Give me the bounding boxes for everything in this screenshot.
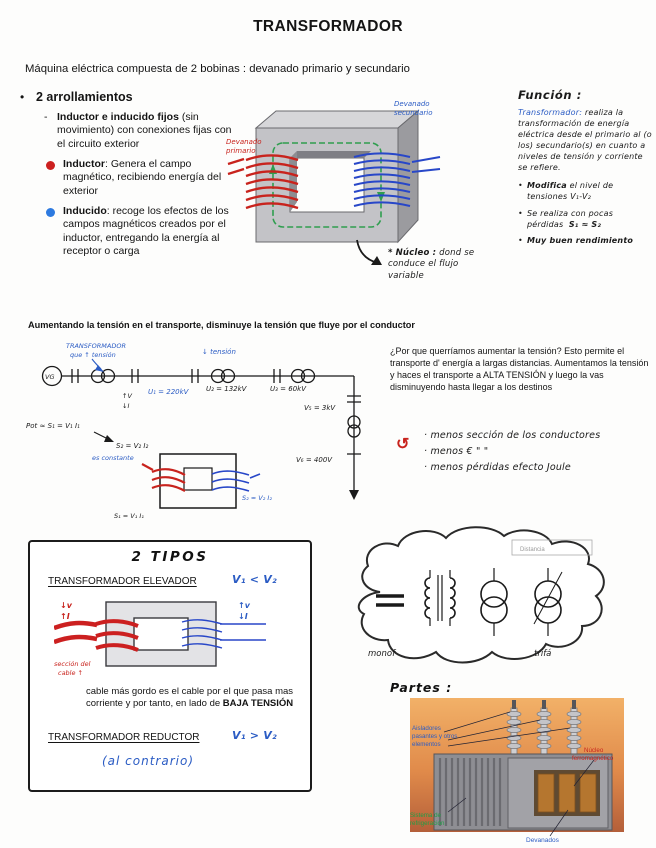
nucleo-star: * — [388, 248, 393, 258]
list-item-fijos — [44, 111, 240, 151]
modifica-rest: el nivel de tensiones V₁-V₂ — [527, 181, 614, 201]
item2-bold: Inductor — [63, 157, 105, 170]
load-arrow — [349, 490, 359, 500]
item1-bold: Inductor e inducido fijos — [57, 111, 179, 123]
constante-note: es constante — [92, 454, 134, 462]
blue-bullet-icon — [46, 208, 55, 217]
s2-formula: S₂ = V₂ I₂ — [116, 442, 149, 450]
nucleo-title: Núcleo : — [395, 248, 437, 258]
red-bullet-icon — [46, 161, 55, 170]
blue-arrow-note: ↓I — [238, 612, 248, 621]
notes-marker-icon: ↺ — [396, 436, 410, 453]
funcion-definition-text: realiza la transformación de energía eléctrica desde el primario al (o los) secundario(s) en cuanto a niveles de tensión y corriente se refiere. — [518, 108, 652, 173]
legend-label: Distancia — [520, 547, 545, 553]
red-arrow-note: ↑I — [60, 612, 70, 621]
rendimiento-text: Muy buen rendimiento — [527, 236, 634, 246]
contrario-note: (al contrario) — [102, 754, 195, 768]
cable-bold: BAJA TENSIÓN — [222, 698, 294, 710]
porque-paragraph: ¿Por que querríamos aumentar la tensión? Esto permite el transporte d' energía a largas distancias. Aumentamos la tensión y haces el transporte a ALTA TENSIÓN y luego la vas disminuyendo hasta llegar a los destinos — [390, 346, 649, 392]
tipos-heading: 2 TIPOS — [131, 549, 209, 565]
funcion-term: Transformador: — [518, 108, 583, 117]
funcion-bullet-dot: • — [518, 236, 523, 246]
funcion-bullet-perdidas — [518, 209, 652, 231]
nucleo-label: Núcleo — [584, 747, 604, 754]
funcion-bullet-rendimiento — [518, 236, 652, 247]
s1-box-label: S₁ = V₁ I₁ — [114, 512, 144, 520]
s2-pointer — [94, 432, 114, 442]
seccion-note: cable ↑ — [58, 669, 84, 677]
funcion-section — [518, 88, 652, 247]
advantage-note: · menos sección de los conductores — [424, 430, 601, 441]
secondary-label: secundario — [394, 109, 433, 117]
primary-label: Devanado — [226, 138, 262, 146]
funcion-bullet-modifica — [518, 181, 652, 203]
subtitle: Máquina eléctrica compuesta de 2 bobinas : devanado primario y secundario — [25, 63, 410, 75]
cable-explanation — [86, 686, 298, 711]
transmission-diagram — [22, 336, 390, 532]
cable-text: cable más gordo es el cable por el que pasa mas corriente y por tanto, en lado de — [86, 686, 294, 710]
item2-rest: : Genera el campo magnético, recibiendo energía del exterior — [63, 157, 222, 197]
aisladores-label: pasantes y otros — [412, 733, 458, 740]
core-body — [256, 111, 418, 242]
primary-label: primario — [226, 147, 256, 155]
refrigeracion-label: refrigeración — [410, 820, 445, 827]
stepup-label: que ↑ tensión — [70, 351, 116, 359]
aisladores-label: Aisladores — [412, 725, 441, 732]
list-dash: - — [44, 111, 48, 123]
winding-window — [534, 770, 600, 816]
refrigeracion-label: Sistema de — [410, 812, 441, 819]
nucleo-note — [388, 248, 486, 282]
secondary-label: Devanado — [394, 100, 430, 108]
elevador-sketch — [54, 594, 266, 680]
modifica-bold: Modifica — [527, 181, 567, 191]
item3-rest: : recoge los efectos de los campos magnéticos creados por el inductor, entregando la energía al receptor o carga — [63, 204, 229, 257]
arrollamientos-section — [20, 90, 240, 258]
elevador-title: TRANSFORMADOR ELEVADOR — [48, 576, 197, 587]
u2-label: U₂ = 132kV — [206, 385, 247, 393]
reductor-title: TRANSFORMADOR REDUCTOR — [48, 732, 200, 743]
perdidas-text: Se realiza con pocas pérdidas — [527, 208, 614, 229]
transformer-parts-figure — [396, 698, 630, 846]
list-item-inducido — [46, 205, 240, 258]
list-item-text — [57, 111, 237, 151]
funcion-bullet-text — [527, 209, 652, 231]
devanados-label: Devanados — [526, 837, 559, 844]
list-bullet: • — [20, 90, 25, 104]
red-arrow-note: ↓v — [60, 601, 72, 610]
perdidas-formula: S₁ ≈ S₂ — [568, 219, 602, 229]
blue-arrow-note: ↑v — [238, 601, 250, 610]
v5-label: V₅ = 3kV — [304, 404, 336, 412]
funcion-heading: Función : — [518, 88, 582, 102]
stepdown-label: ↓ tensión — [202, 348, 236, 356]
funcion-bullet-dot: • — [518, 208, 523, 218]
trifasico-label: trifá — [534, 649, 552, 659]
item1-rest: (sin movimiento) con conexiones fijas con el circuito exterior — [57, 111, 232, 150]
partes-heading: Partes : — [390, 680, 453, 695]
arrow-note: ↓I — [122, 402, 130, 410]
list-item-text — [63, 205, 235, 258]
transformer-core-figure — [226, 98, 442, 260]
arrollamientos-heading-row — [20, 90, 240, 104]
funcion-bullet-text — [527, 181, 652, 203]
arrow-note: ↑V — [122, 392, 132, 400]
u3-label: U₃ = 60kV — [270, 385, 306, 393]
stepup-label: TRANSFORMADOR — [66, 342, 126, 350]
arrollamientos-heading: 2 arrollamientos — [36, 90, 133, 104]
v6-label: V₆ = 400V — [296, 456, 333, 464]
nucleo-label: ferromagnético — [572, 755, 614, 762]
reductor-formula: V₁ > V₂ — [232, 729, 277, 742]
list-item-text — [63, 158, 235, 198]
monofasico-label: monof — [368, 649, 396, 659]
seccion-note: sección del — [54, 660, 91, 668]
nucleo-text: dond se conduce el flujo variable — [388, 248, 475, 281]
nucleo-arrow-icon — [352, 238, 388, 270]
tipos-box — [28, 540, 312, 792]
generator-label: VG — [45, 373, 55, 381]
u1-label: U₁ = 220kV — [148, 388, 189, 396]
symbols-cloud — [342, 520, 614, 670]
aisladores-label: elementos — [412, 741, 441, 748]
funcion-bullet-dot: • — [518, 181, 523, 191]
s2-box-label: S₂ ≈ V₂ I₂ — [242, 494, 272, 502]
funcion-definition — [518, 107, 652, 173]
item3-bold: Inducido — [63, 204, 107, 217]
elevador-formula: V₁ < V₂ — [232, 573, 277, 586]
list-item-inductor — [46, 158, 240, 198]
advantage-note: · menos pérdidas efecto Joule — [424, 462, 571, 473]
advantage-note: · menos € " " — [424, 446, 489, 457]
diagram-lines — [43, 367, 362, 493]
page-title: TRANSFORMADOR — [253, 18, 403, 35]
blue-pointer — [92, 359, 104, 372]
pot-formula: Pot ≈ S₁ = V₁ I₁ — [26, 422, 80, 430]
transporte-heading: Aumentando la tensión en el transporte, disminuye la tensión que fluye por el conductor — [28, 320, 415, 330]
